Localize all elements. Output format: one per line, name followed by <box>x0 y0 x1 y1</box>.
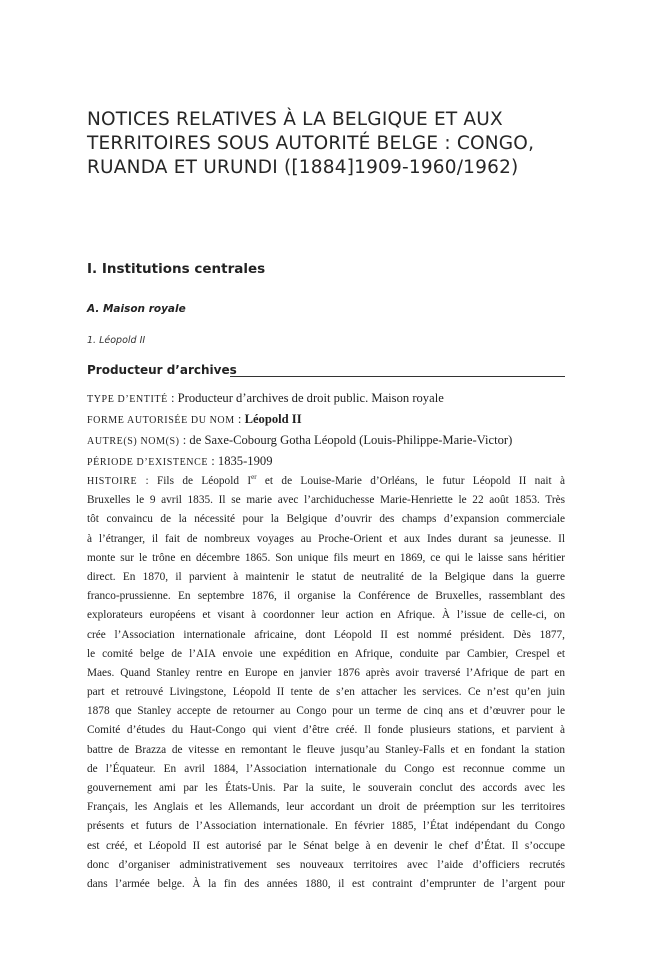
paragraph-line: part et retrouvé Livingstone, Léopold II tente de s’en attacher les services. Ce n’est qu’en juin <box>87 686 565 699</box>
field-value: Léopold II <box>244 412 302 426</box>
producer-heading-block <box>87 363 565 379</box>
paragraph-line: 1878 que Stanley accepte de retourner au Congo pour un terme de cinq ans et d’œuvrer pour le <box>87 705 565 718</box>
field-separator: : <box>234 412 245 426</box>
histoire-paragraph <box>87 472 565 894</box>
subsection-heading: A. Maison royale <box>87 303 186 315</box>
paragraph-line: Français, les Anglais et les Allemands, leur accordant un droit de préemption sur les territoires <box>87 801 565 814</box>
field-value: : Producteur d’archives de droit public. Maison royale <box>167 391 444 405</box>
field-autres-noms <box>87 432 565 453</box>
field-label: PÉRIODE D’EXISTENCE <box>87 457 209 468</box>
title-line: NOTICES RELATIVES À LA BELGIQUE ET AUX <box>87 109 503 130</box>
paragraph-line: franco-prussienne. En septembre 1876, il organise la Conférence de Bruxelles, rassemblant des <box>87 590 565 603</box>
paragraph-line: Bruxelles le 9 avril 1835. Il se marie avec l’archiduchesse Marie-Henriette le 22 août 1853. Très <box>87 494 565 507</box>
metadata-fields <box>87 390 565 474</box>
paragraph-line: à l’étranger, il fait de nombreux voyages au Proche-Orient et aux Indes durant sa jeunesse. Il <box>87 532 565 545</box>
paragraph-line: tôt convaincu de la nécessité pour la Belgique d’ouvrir des champs d’expansion commerciale <box>87 513 565 526</box>
paragraph-line: crée l’Association internationale africaine, dont Léopold II est nommé président. Dès 1877, <box>87 628 565 641</box>
field-periode-existence <box>87 453 565 474</box>
text-run: et de Louise-Marie d’Orléans, le futur Léopold II nait à <box>256 475 565 487</box>
field-type-entite <box>87 390 565 411</box>
field-label: HISTOIRE <box>87 476 138 487</box>
field-label: AUTRE(S) NOM(S) <box>87 436 180 447</box>
heading-rule <box>230 376 565 377</box>
paragraph-line: Comité d’études du Haut-Congo qui vient d’être créé. Il fonde plusieurs stations, et parvient à <box>87 724 565 737</box>
paragraph-line: le comité belge de l’AIA envoie une expédition en Afrique, conduite par Cambier, Crespel et <box>87 647 565 660</box>
field-value: : 1835-1909 <box>208 454 273 468</box>
section-heading: I. Institutions centrales <box>87 261 266 277</box>
text-run: : Fils de Léopold I <box>137 475 252 487</box>
paragraph-line: Maes. Quand Stanley rentre en Europe en janvier 1876 après avoir traversé l’Afrique de part en <box>87 666 565 679</box>
subsubsection-heading: 1. Léopold II <box>87 335 146 346</box>
paragraph-line: présents et futurs de l’Association internationale. En février 1885, l’État indépendant du Congo <box>87 820 565 833</box>
title-line: RUANDA ET URUNDI ([1884]1909-1960/1962) <box>87 157 519 178</box>
field-label: FORME AUTORISÉE DU NOM <box>87 415 235 426</box>
field-label: TYPE D’ENTITÉ <box>87 394 168 405</box>
field-forme-autorisee <box>87 411 565 432</box>
paragraph-line: explorateurs européens et visant à coordonner leur action en Afrique. À l’issue de celle-ci, on <box>87 609 565 622</box>
paragraph-line: battre de Brazza de vitesse en remontant le fleuve jusqu’au Stanley-Falls et en fondant la station <box>87 743 565 756</box>
paragraph-line: est créé, et Léopold II est autorisé par le Sénat belge à en devenir le chef d’État. Il s’occupe <box>87 839 565 852</box>
producer-heading: Producteur d’archives <box>87 363 237 377</box>
paragraph-line: gouvernement ami par les États-Unis. Par la suite, le souverain conclut des accords avec les <box>87 782 565 794</box>
paragraph-line: dans l’armée belge. À la fin des années 1880, il est contraint d’emprunter de l’argent pour <box>87 877 565 890</box>
paragraph-line: donc d’organiser administrativement ses nouveaux territoires avec l’aide d’officiers recrutés <box>87 858 565 871</box>
paragraph-line: monte sur le trône en décembre 1865. Son unique fils meurt en 1869, ce qui le laisse sans héritier <box>87 551 565 564</box>
paragraph-line <box>87 472 565 491</box>
document-title <box>87 108 607 180</box>
field-value: : de Saxe-Cobourg Gotha Léopold (Louis-Philippe-Marie-Victor) <box>179 433 513 447</box>
superscript: er <box>251 473 257 482</box>
paragraph-line: de l’Équateur. En avril 1884, l’Association internationale du Congo est reconnue comme un <box>87 762 565 775</box>
title-line: TERRITOIRES SOUS AUTORITÉ BELGE : CONGO, <box>87 133 535 154</box>
paragraph-line: direct. En 1870, il parvient à maintenir le statut de neutralité de la Belgique dans la guerre <box>87 570 565 583</box>
